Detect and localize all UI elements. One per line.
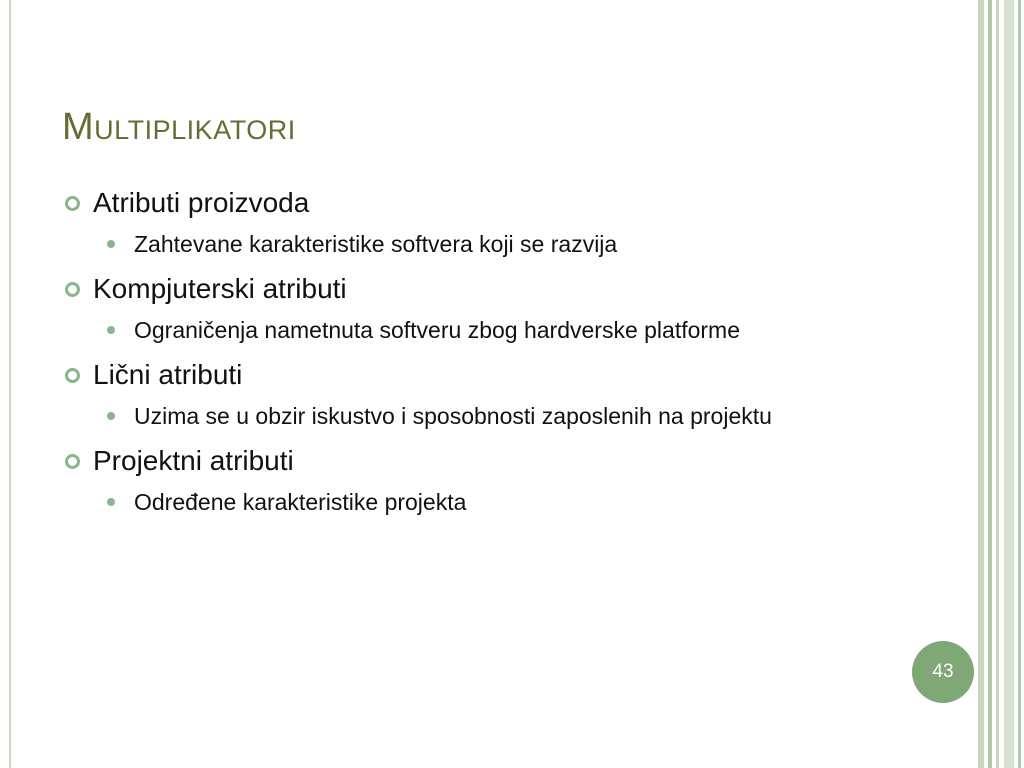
circle-bullet-icon <box>65 454 80 469</box>
border-stripe <box>978 0 984 768</box>
page-number-badge <box>912 641 974 703</box>
circle-bullet-icon <box>65 196 80 211</box>
border-stripe <box>996 0 999 768</box>
bullet-list <box>62 186 922 520</box>
sub-bullet-item <box>62 484 834 520</box>
circle-bullet-icon <box>65 282 80 297</box>
right-border-stripes <box>976 0 1024 768</box>
bullet-item <box>62 186 922 220</box>
sub-bullet-item <box>62 312 834 348</box>
dot-bullet-icon <box>107 498 115 506</box>
sub-bullet-item <box>62 226 834 262</box>
border-stripe <box>1018 0 1021 768</box>
bullet-item <box>62 358 922 392</box>
left-border-line <box>9 0 11 768</box>
circle-bullet-icon <box>65 368 80 383</box>
sub-bullet-item <box>62 398 834 434</box>
bullet-text: Lični atributi <box>93 359 243 390</box>
dot-bullet-icon <box>107 412 115 420</box>
bullet-item <box>62 272 922 306</box>
bullet-text: Atributi proizvoda <box>93 187 310 218</box>
dot-bullet-icon <box>107 326 115 334</box>
sub-bullet-text: Određene karakteristike projekta <box>134 489 467 515</box>
sub-bullet-text: Zahtevane karakteristike softvera koji se razvija <box>134 231 618 257</box>
border-stripe <box>988 0 992 768</box>
dot-bullet-icon <box>107 240 115 248</box>
bullet-item <box>62 444 922 478</box>
bullet-text: Kompjuterski atributi <box>93 273 347 304</box>
page-number: 43 <box>932 661 954 682</box>
sub-bullet-text: Ograničenja nametnuta softveru zbog hardverske platforme <box>134 317 740 343</box>
border-stripe <box>1004 0 1014 768</box>
sub-bullet-text: Uzima se u obzir iskustvo i sposobnosti zaposlenih na projektu <box>134 403 772 429</box>
slide-title: Multiplikatori <box>62 106 296 148</box>
bullet-text: Projektni atributi <box>93 445 294 476</box>
